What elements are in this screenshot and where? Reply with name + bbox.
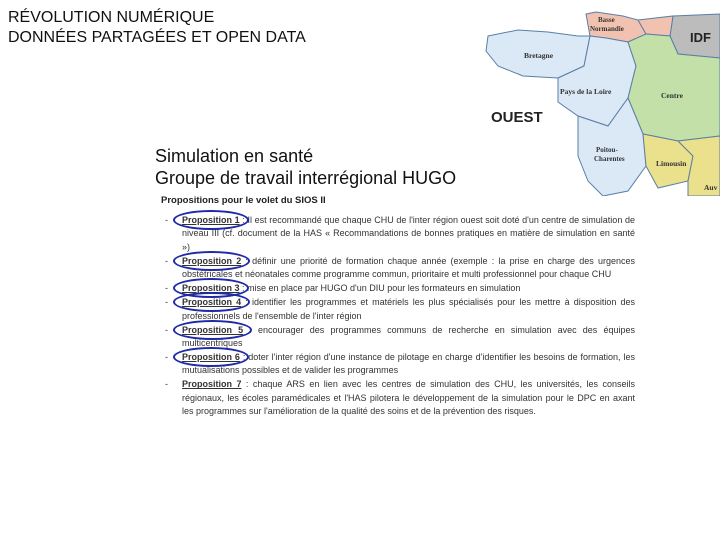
propositions-list [155,214,635,419]
proposition-text: : identifier les programmes et matériels les plus spécialisés pour les mettre à disposition des professionnels de l'ensemble de l'inter région [182,297,635,321]
slide-title [8,8,306,48]
bullet-dash: - [165,379,168,390]
proposition-text: : encourager des programmes communs de recherche en simulation avec des équipes multicentriques [182,324,635,349]
proposition-text: : Il est recommandé que chaque CHU de l'inter région ouest soit doté d'un centre de simulation de niveau III (cf. document de la HAS « Recommandations de bonnes pratiques en matière de simulation en santé ») [182,215,635,252]
label-idf: IDF [690,30,711,45]
title-line-2: DONNÉES PARTAGÉES ET OPEN DATA [8,29,306,46]
proposition-item [155,255,635,282]
zone-label-ouest: OUEST [491,109,543,126]
label-centre: Centre [661,91,683,100]
label-auvergne: Auv [704,183,718,192]
bullet-dash: - [165,283,168,294]
title-line-1: RÉVOLUTION NUMÉRIQUE [8,9,215,26]
label-normandie-2: Normandie [590,25,624,33]
proposition-text: : définir une priorité de formation chaque année (exemple : la prise en charge des urgences obstétricales et néonatales comme programme commun, prioritaire et multi professionnel pour chaque CHU [182,255,635,280]
proposition-text: : chaque ARS en lien avec les centres de simulation des CHU, les universités, les conseils régionaux, les écoles paramédicales et l'HAS pilotera le développement de la simulation pour le DPC en axant les programmes sur l'amélioration de la qualité des soins et de la prévention des risques. [182,379,635,417]
subtitle-line-1: Simulation en santé [155,146,314,166]
label-limousin: Limousin [656,159,687,168]
proposition-label: Proposition 3 [182,283,240,294]
proposition-item [155,378,635,418]
proposition-text: : doter l'inter région d'une instance de pilotage en charge d'identifier les besoins de formation, les mutualisations possibles et de valider les programmes [182,352,635,376]
region-map-graphic [478,6,720,196]
proposition-label: Proposition 4 [182,297,242,308]
document-heading: Propositions pour le volet du SIOS II [161,195,326,206]
propositions-document [155,195,635,465]
slide-subtitle [155,145,456,189]
proposition-label: Proposition 5 [182,324,244,335]
bullet-dash: - [165,324,168,335]
bullet-dash: - [165,255,168,266]
label-poitou-2: Charentes [594,155,625,163]
proposition-label: Proposition 2 [182,255,242,266]
proposition-label: Proposition 7 [182,379,242,390]
proposition-label: Proposition 6 [182,352,240,363]
proposition-label: Proposition 1 [182,215,240,225]
label-basse-normandie-1: Basse [598,16,615,24]
label-pays-de-la-loire: Pays de la Loire [560,87,612,96]
proposition-item [155,324,635,351]
proposition-item [155,296,635,323]
label-bretagne: Bretagne [524,51,554,60]
region-map [478,6,720,196]
bullet-dash: - [165,215,168,225]
subtitle-line-2: Groupe de travail interrégional HUGO [155,168,457,188]
label-poitou-1: Poitou- [596,146,618,154]
bullet-dash: - [165,352,168,363]
proposition-item [155,351,635,378]
proposition-item [155,282,635,295]
bullet-dash: - [165,297,168,308]
proposition-item [155,214,635,254]
proposition-text: : mise en place par HUGO d'un DIU pour les formateurs en simulation [239,283,521,294]
